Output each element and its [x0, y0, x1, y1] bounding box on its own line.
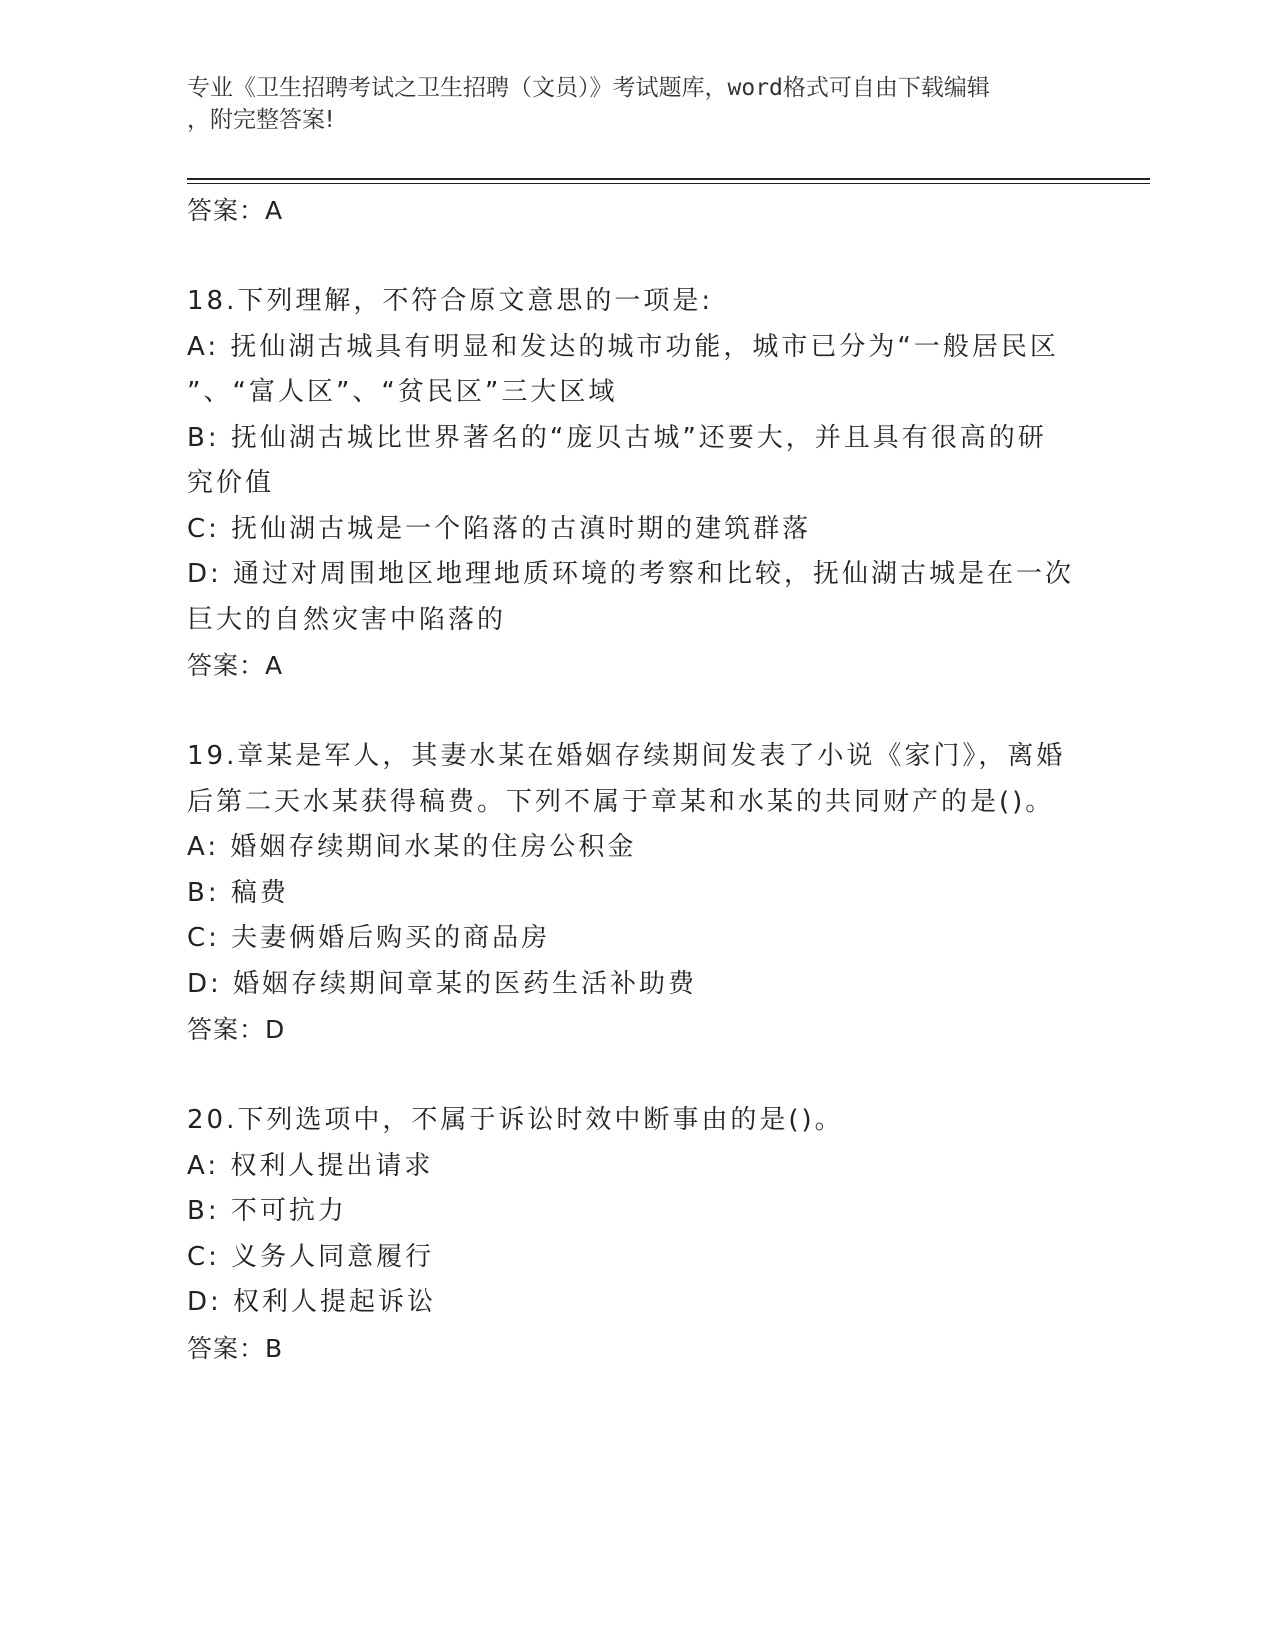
header-rule-thin — [187, 183, 1150, 184]
document-header — [187, 72, 1067, 136]
spacer — [187, 1052, 1087, 1098]
option-line: C: 抚仙湖古城是一个陷落的古滇时期的建筑群落 — [187, 513, 812, 544]
option-line: ”、“富人区”、“贫民区”三大区域 — [187, 377, 618, 407]
option-line: B: 不可抗力 — [187, 1196, 347, 1226]
option-d — [187, 962, 1087, 1008]
question-stem-line: 20.下列选项中，不属于诉讼时效中断事由的是()。 — [187, 1105, 844, 1135]
question-block — [187, 734, 1087, 1052]
header-rule-thick — [187, 178, 1150, 180]
question-block — [187, 1098, 1087, 1371]
spacer — [187, 233, 1087, 279]
option-b — [187, 416, 1087, 507]
option-b — [187, 871, 1087, 917]
prev-answer — [187, 188, 1087, 233]
answer-value: A — [265, 651, 284, 680]
option-d — [187, 552, 1087, 643]
header-line-2: ，附完整答案! — [187, 107, 335, 133]
answer-value: D — [265, 1015, 286, 1044]
header-text-2: 格式可自由下载编辑 — [782, 75, 990, 101]
question-stem-line: 后第二天水某获得稿费。下列不属于章某和水某的共同财产的是()。 — [187, 786, 1055, 817]
question-answer — [187, 1007, 1087, 1052]
question-answer — [187, 643, 1087, 688]
option-c — [187, 1235, 1087, 1281]
answer-label: 答案： — [187, 651, 266, 680]
option-b — [187, 1189, 1087, 1235]
option-line: D: 婚姻存续期间章某的医药生活补助费 — [187, 968, 698, 999]
answer-label: 答案： — [187, 1333, 266, 1363]
option-line: 巨大的自然灾害中陷落的 — [187, 604, 507, 635]
question-stem-line: 18.下列理解，不符合原文意思的一项是: — [187, 286, 714, 316]
option-line: C: 夫妻俩婚后购买的商品房 — [187, 923, 551, 953]
answer-label: 答案： — [187, 196, 266, 225]
answer-label: 答案： — [187, 1015, 266, 1044]
option-a — [187, 325, 1087, 416]
header-word: word — [727, 75, 783, 101]
option-line: 究价值 — [187, 468, 275, 498]
header-line-1 — [187, 72, 1067, 104]
question-block — [187, 279, 1087, 688]
header-text-1: 专业《卫生招聘考试之卫生招聘（文员）》考试题库， — [187, 75, 728, 101]
option-line: B: 稿费 — [187, 877, 289, 908]
option-d — [187, 1280, 1087, 1326]
option-line: D: 通过对周围地区地理地质环境的考察和比较，抚仙湖古城是在一次 — [187, 559, 1075, 589]
option-line: A: 抚仙湖古城具有明显和发达的城市功能，城市已分为“一般居民区 — [187, 331, 1059, 362]
question-answer — [187, 1326, 1087, 1371]
option-line: A: 婚姻存续期间水某的住房公积金 — [187, 832, 637, 862]
option-c — [187, 507, 1087, 553]
option-line: A: 权利人提出请求 — [187, 1150, 434, 1181]
question-list — [187, 188, 1087, 1371]
spacer — [187, 688, 1087, 734]
option-a — [187, 1144, 1087, 1190]
option-a — [187, 825, 1087, 871]
option-line: B: 抚仙湖古城比世界著名的“庞贝古城”还要大，并且具有很高的研 — [187, 422, 1047, 453]
option-line: C: 义务人同意履行 — [187, 1241, 435, 1272]
answer-value: B — [265, 1333, 284, 1363]
question-stem-line: 19.章某是军人，其妻水某在婚姻存续期间发表了小说《家门》，离婚 — [187, 741, 1066, 771]
option-c — [187, 916, 1087, 962]
option-line: D: 权利人提起诉讼 — [187, 1287, 437, 1317]
answer-value: A — [265, 196, 284, 225]
